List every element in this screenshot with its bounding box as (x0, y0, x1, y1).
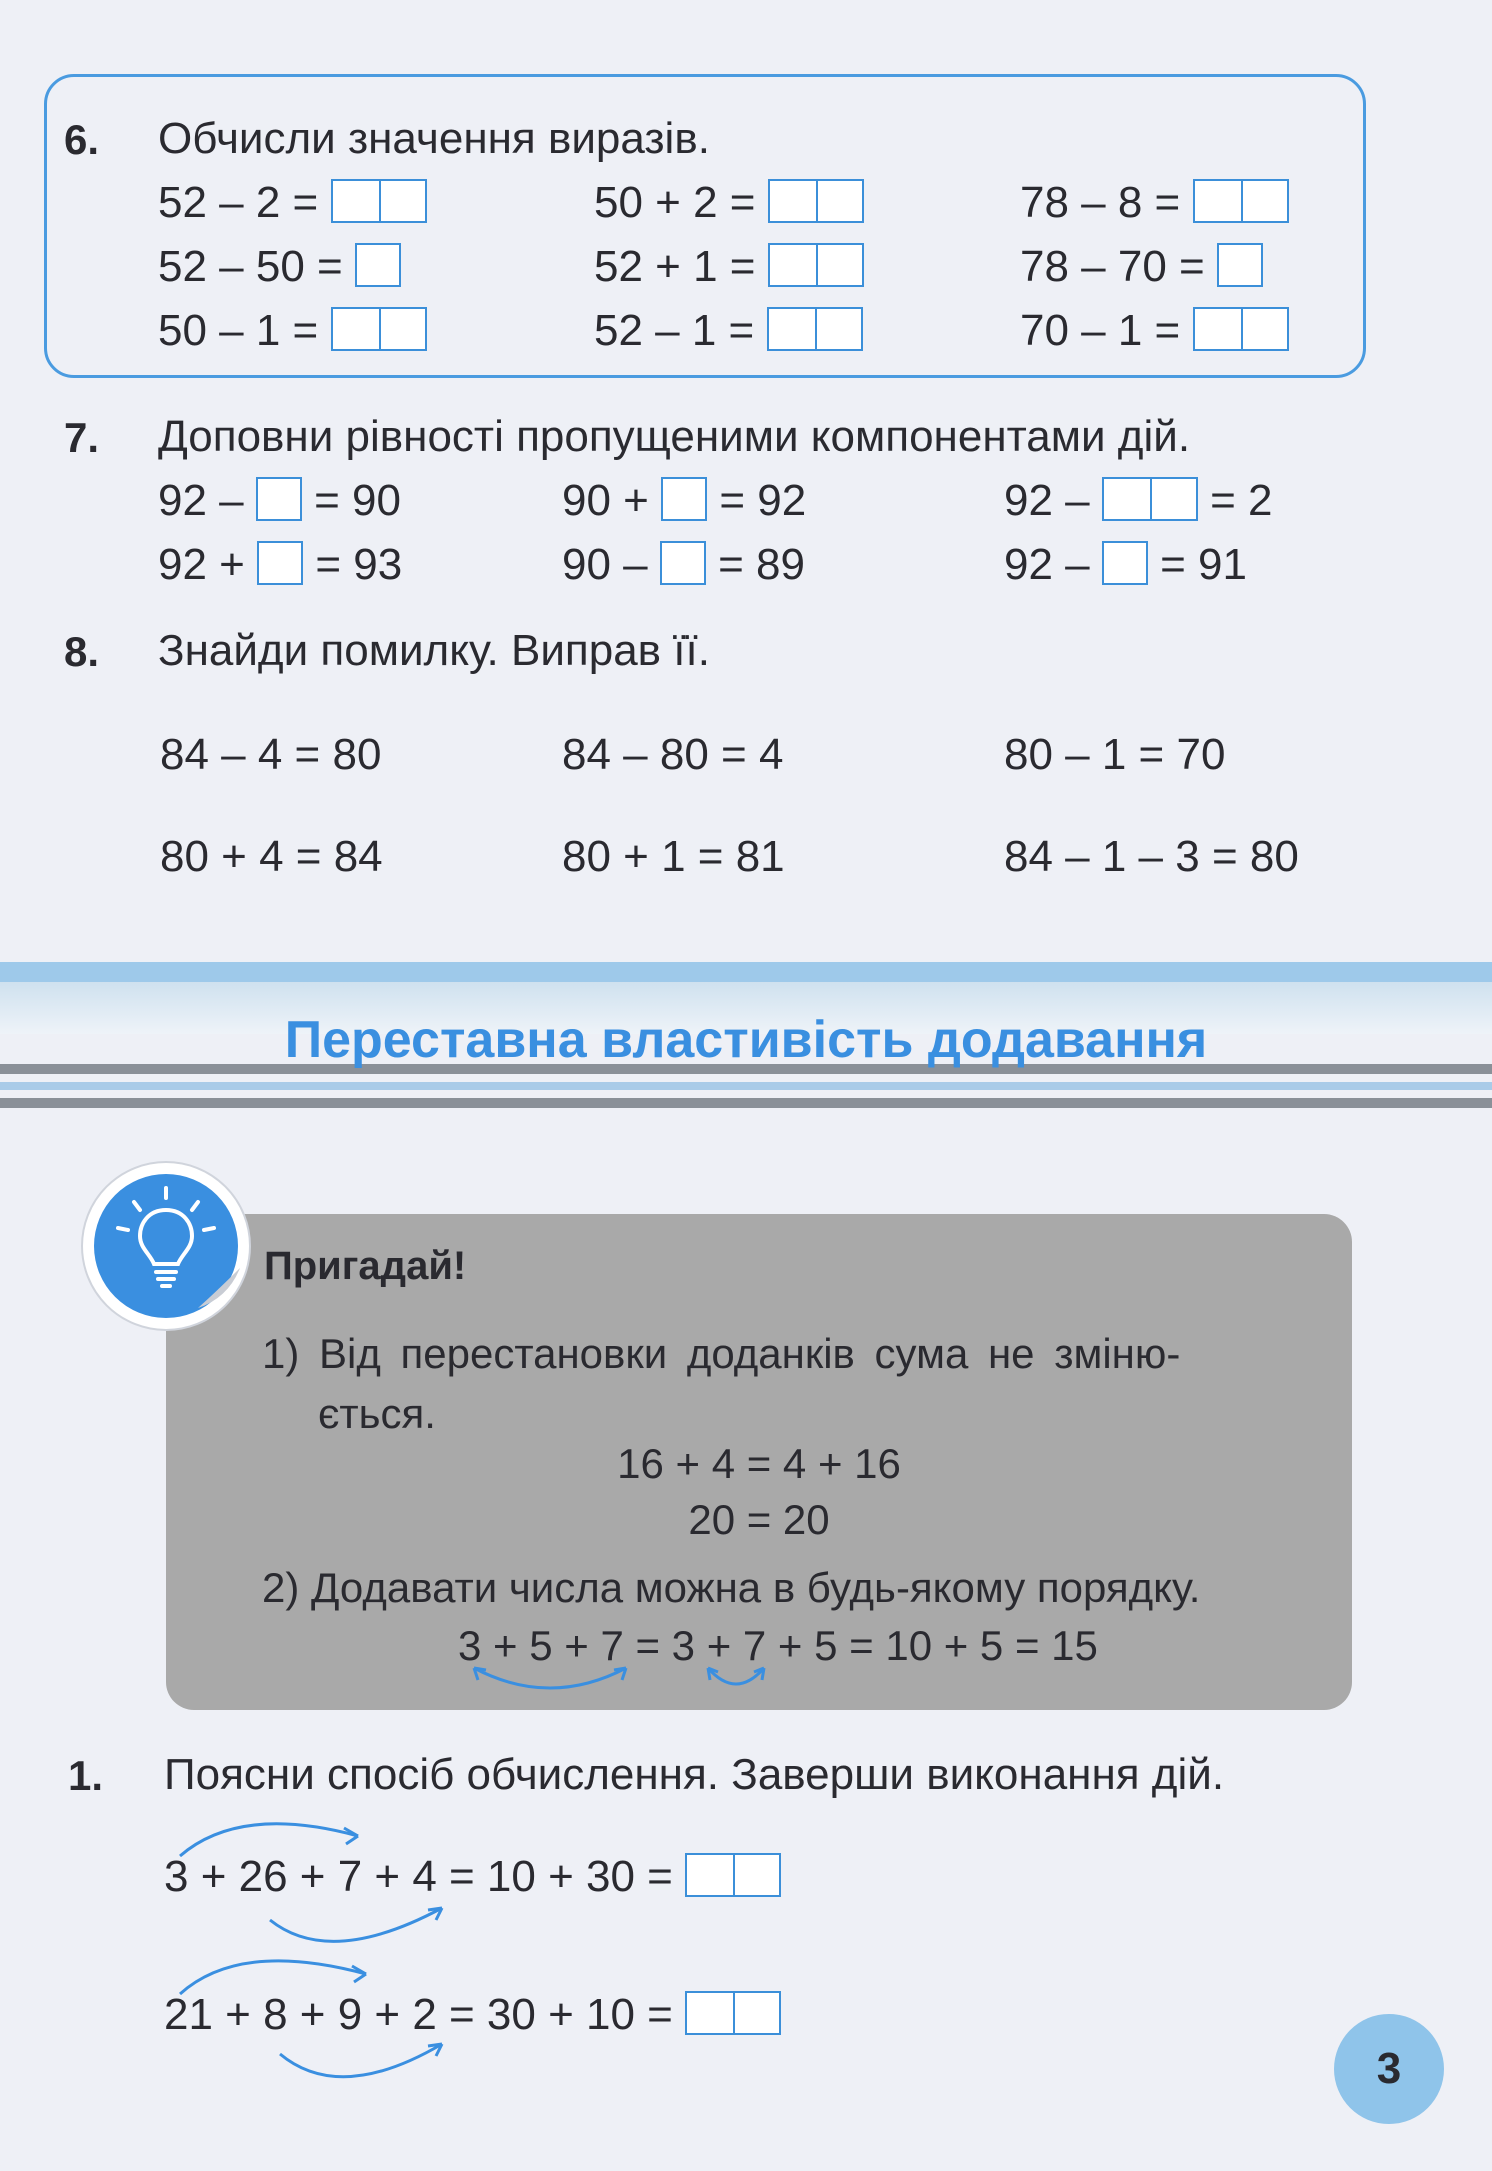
answer-box[interactable] (257, 541, 303, 585)
rule-text: 2) Додавати числа можна в будь-якому порядку. (262, 1564, 1201, 1611)
expression: 21 + 8 + 9 + 2 = 30 + 10 = (164, 1990, 781, 2040)
expression: 78 – 8 = (1020, 178, 1289, 228)
expression: 52 – 2 = (158, 178, 427, 228)
example-equation: 20 = 20 (688, 1496, 830, 1543)
expression: 3 + 26 + 7 + 4 = 10 + 30 = (164, 1852, 781, 1902)
expression: 50 + 2 = (594, 178, 864, 228)
equation: 92 + = 93 (158, 540, 403, 589)
exercise-title: Обчисли значення виразів. (158, 114, 710, 163)
answer-box[interactable] (1102, 541, 1148, 585)
example-equation: 3 + 5 + 7 = 3 + 7 + 5 = 10 + 5 = 15 (458, 1622, 1098, 1669)
equation: 80 + 1 = 81 (562, 832, 785, 881)
expression: 50 – 1 = (158, 306, 427, 356)
equation: 92 – = 90 (158, 476, 401, 525)
expression: 52 + 1 = (594, 242, 864, 292)
header-band (0, 1082, 1492, 1090)
expression: 70 – 1 = (1020, 306, 1289, 356)
section-title: Переставна властивість додавання (284, 1011, 1208, 1069)
answer-box[interactable] (661, 477, 707, 521)
exercise-title: Доповни рівності пропущеними компонентами дій. (158, 412, 1191, 461)
equation: 84 – 80 = 4 (562, 730, 784, 779)
exercise-title: Знайди помилку. Виправ її. (158, 626, 710, 675)
header-band (0, 962, 1492, 982)
expression: 78 – 70 = (1020, 242, 1263, 292)
answer-box[interactable] (767, 307, 863, 351)
example-equation: 16 + 4 = 4 + 16 (617, 1440, 901, 1487)
exercise-number: 7. (64, 414, 100, 461)
swap-arrows-icon (460, 1660, 800, 1700)
equation: 90 – = 89 (562, 540, 805, 589)
answer-box[interactable] (685, 1991, 781, 2035)
equation: 84 – 4 = 80 (160, 730, 382, 779)
equation: 92 – = 2 (1004, 476, 1273, 525)
answer-box[interactable] (331, 307, 427, 351)
exercise-title: Поясни спосіб обчислення. Заверши виконання дій. (164, 1750, 1225, 1799)
exercise-number: 1. (68, 1752, 104, 1799)
header-band (0, 1098, 1492, 1108)
remember-heading: Пригадай! (264, 1244, 467, 1288)
equation: 92 – = 91 (1004, 540, 1247, 589)
answer-box[interactable] (331, 179, 427, 223)
answer-box[interactable] (355, 243, 401, 287)
exercise-number: 8. (64, 628, 100, 675)
answer-box[interactable] (768, 243, 864, 287)
equation: 80 + 4 = 84 (160, 832, 383, 881)
answer-box[interactable] (660, 541, 706, 585)
exercise-number: 6. (64, 116, 100, 163)
expression: 52 – 50 = (158, 242, 401, 292)
equation: 84 – 1 – 3 = 80 (1004, 832, 1299, 881)
equation: 90 + = 92 (562, 476, 807, 525)
answer-box[interactable] (1193, 179, 1289, 223)
lightbulb-icon (78, 1158, 254, 1334)
answer-box[interactable] (256, 477, 302, 521)
expression: 52 – 1 = (594, 306, 863, 356)
answer-box[interactable] (1102, 477, 1198, 521)
answer-box[interactable] (685, 1853, 781, 1897)
answer-box[interactable] (768, 179, 864, 223)
equation: 80 – 1 = 70 (1004, 730, 1226, 779)
rule-text: ється. (318, 1390, 436, 1437)
answer-box[interactable] (1193, 307, 1289, 351)
rule-text: 1) Від перестановки доданків сума не зміню- (262, 1330, 1181, 1377)
page-number: 3 (1334, 2014, 1444, 2124)
answer-box[interactable] (1217, 243, 1263, 287)
